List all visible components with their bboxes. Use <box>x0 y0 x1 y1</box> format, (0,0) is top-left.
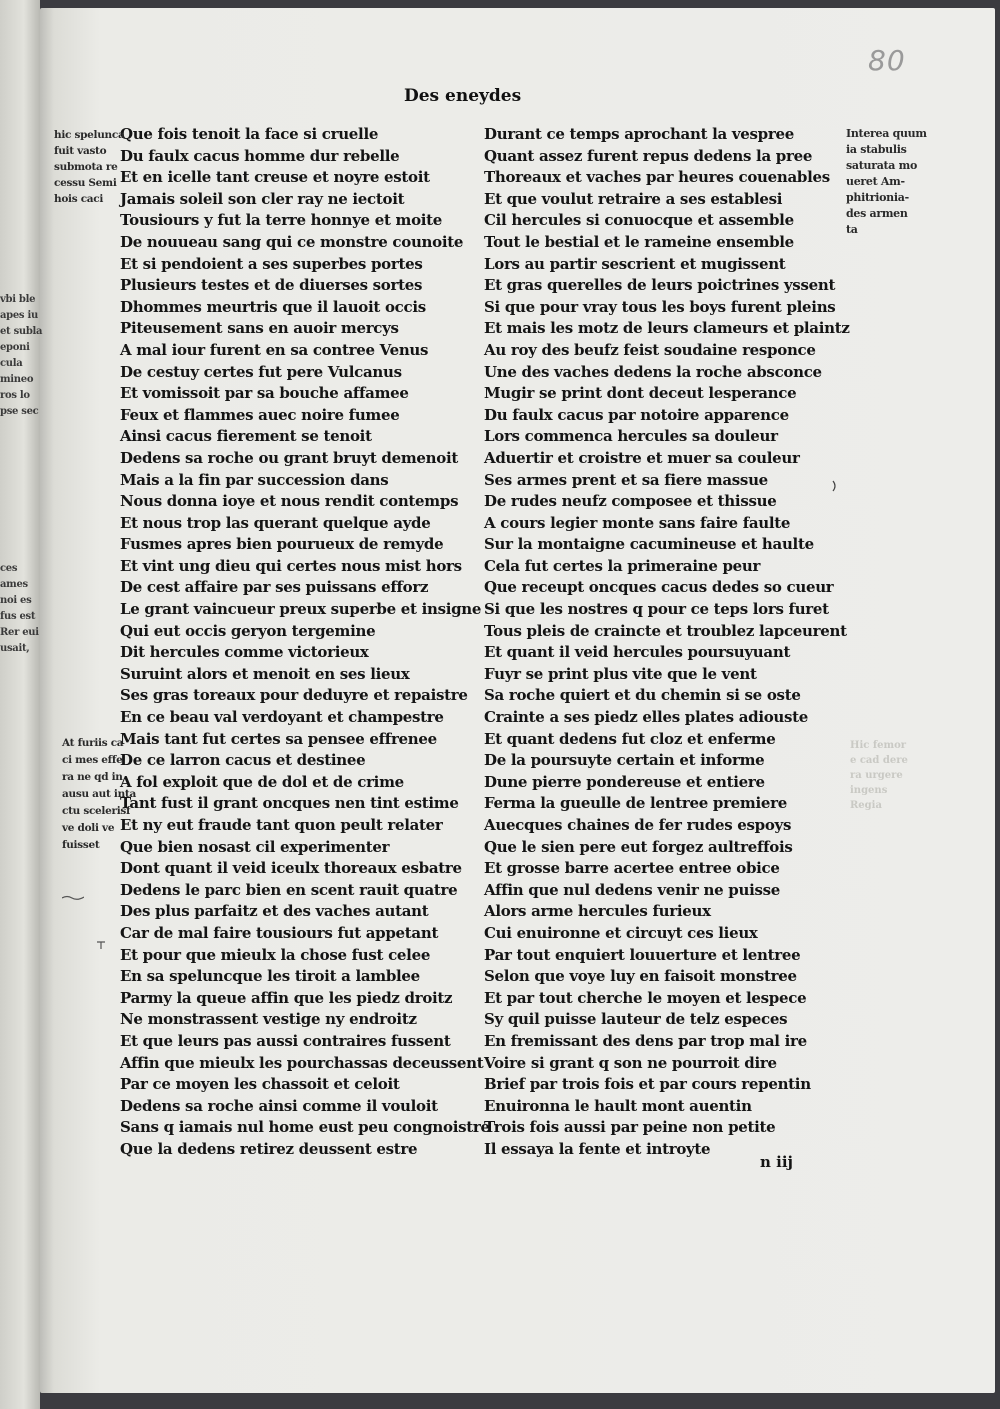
verse-line: En ce beau val verdoyant et champestre <box>120 708 444 727</box>
verse-line: Si que pour vray tous les boys furent pleins <box>484 297 836 316</box>
margin-note-line: phitrionia- <box>846 191 909 204</box>
verse-line: Ses armes prent et sa fiere massue <box>484 470 768 489</box>
margin-note-line: ros lo <box>0 390 30 401</box>
margin-note-line: Regia <box>850 800 882 811</box>
margin-note-line: ueret Am- <box>846 175 905 188</box>
verse-line: Voire si grant q son ne pourroit dire <box>484 1053 777 1072</box>
verse-line: Fuyr se print plus vite que le vent <box>484 664 757 683</box>
verse-line: Et pour que mieulx la chose fust celee <box>120 945 431 964</box>
verse-line: Cil hercules si conuocque et assemble <box>484 211 794 230</box>
verse-line: Par ce moyen les chassoit et celoit <box>120 1075 400 1094</box>
verse-line: Il essaya la fente et introyte <box>484 1139 711 1158</box>
verse-line: De rudes neufz composee et thissue <box>484 492 777 511</box>
margin-note-line: pse sec <box>0 406 39 417</box>
verse-line: De cest affaire par ses puissans efforz <box>120 578 429 597</box>
verse-line: Une des vaches dedens la roche absconce <box>484 362 822 381</box>
margin-note-left-mid <box>62 735 136 854</box>
margin-note-right-top <box>846 126 927 238</box>
verse-line: Tousiours y fut la terre honnye et moite <box>120 211 443 230</box>
verse-line: Mais tant fut certes sa pensee effrenee <box>120 729 437 748</box>
verse-line: Et mais les motz de leurs clameurs et plaintz <box>484 319 850 338</box>
verse-line: Sy quil puisse lauteur de telz especes <box>484 1010 788 1029</box>
margin-note-line: cessu Semi <box>54 177 117 189</box>
margin-note-line: ces <box>0 563 18 574</box>
margin-note-line: submota re <box>54 161 118 173</box>
verse-line: Sur la montaigne cacumineuse et haulte <box>484 535 814 554</box>
verse-line: Piteusement sans en auoir mercys <box>120 319 399 338</box>
verse-line: Mugir se print dont deceut lesperance <box>484 384 797 403</box>
margin-note-line: At furiis ca <box>62 737 124 749</box>
margin-note-line: noi es <box>0 595 32 606</box>
ink-blot-mark <box>96 940 106 950</box>
verse-line: Dont quant il veid iceulx thoreaux esbatre <box>120 859 462 878</box>
verse-line: Mais a la fin par succession dans <box>120 470 389 489</box>
ink-flourish-mark <box>62 895 84 900</box>
verse-line: Qui eut occis geryon tergemine <box>120 621 376 640</box>
verse-line: Sans q iamais nul home eust peu congnoistre <box>120 1118 490 1137</box>
margin-note-line: cula <box>0 358 23 369</box>
margin-note-line: apes iu <box>0 310 38 321</box>
verse-line: A cours legier monte sans faire faulte <box>484 513 791 532</box>
verse-line: Sa roche quiert et du chemin si se oste <box>484 686 801 705</box>
verse-line: Enuironna le hault mont auentin <box>484 1096 752 1115</box>
margin-note-line: mineo <box>0 374 34 385</box>
verse-line: Et par tout cherche le moyen et lespece <box>484 988 807 1007</box>
verse-line: Que receupt oncques cacus dedes so cueur <box>484 578 834 597</box>
quire-signature: n iij <box>760 1153 793 1171</box>
margin-note-line: hois caci <box>54 193 104 205</box>
verse-line: Tous pleis de craincte et troublez lapceurent <box>484 621 847 640</box>
right-text-column <box>484 124 850 1161</box>
verse-line: En fremissant des dens par trop mal ire <box>484 1031 807 1050</box>
verse-line: De nouueau sang qui ce monstre counoite <box>120 232 464 251</box>
verse-line: Auecques chaines de fer rudes espoys <box>484 816 792 834</box>
verse-line: Suruint alors et menoit en ses lieux <box>120 664 410 683</box>
verse-line: Nous donna ioye et nous rendit contemps <box>120 492 459 511</box>
verse-line: Et ny eut fraude tant quon peult relater <box>120 816 443 834</box>
verse-line: Lors au partir sescrient et mugissent <box>484 254 786 273</box>
verse-line: Des plus parfaitz et des vaches autant <box>120 902 429 921</box>
verse-line: Ferma la gueulle de lentree premiere <box>484 794 787 813</box>
verse-line: Plusieurs testes et de diuerses sortes <box>120 276 423 295</box>
verse-line: Ainsi cacus fierement se tenoit <box>120 427 372 446</box>
verse-line: Le grant vaincueur preux superbe et insigne <box>120 600 482 619</box>
verse-line: Et en icelle tant creuse et noyre estoit <box>120 168 430 187</box>
verse-line: Du faulx cacus homme dur rebelle <box>120 146 400 165</box>
margin-note-line: ausu aut inta <box>62 788 136 800</box>
verse-line: Quant assez furent repus dedens la pree <box>484 146 813 165</box>
margin-note-line: ta <box>846 223 858 236</box>
verse-line: Et quant dedens fut cloz et enferme <box>484 729 776 748</box>
verse-line: Trois fois aussi par peine non petite <box>484 1118 776 1137</box>
verse-line: Dhommes meurtris que il lauoit occis <box>120 297 426 316</box>
margin-note-line: ames <box>0 579 28 590</box>
folio-number: 80 <box>868 44 906 77</box>
verse-line: Et nous trop las querant quelque ayde <box>120 513 431 532</box>
margin-note-line: fus est <box>0 611 36 622</box>
verse-line: Dit hercules comme victorieux <box>120 643 369 662</box>
margin-note-line: ia stabulis <box>846 143 907 156</box>
margin-note-line: ci mes effe <box>62 754 123 766</box>
verse-line: Que le sien pere eut forgez aultreffois <box>484 837 793 856</box>
verse-line: Dune pierre pondereuse et entiere <box>484 772 765 791</box>
previous-page-note-a <box>0 292 42 420</box>
verse-line: Durant ce temps aprochant la vespree <box>484 125 794 143</box>
verse-line: Par tout enquiert louuerture et lentree <box>484 945 801 964</box>
margin-note-line: Rer eui <box>0 627 39 638</box>
verse-line: Et quant il veid hercules poursuyuant <box>484 643 791 662</box>
verse-line: Si que les nostres q pour ce teps lors furet <box>484 600 829 619</box>
margin-note-line: fuisset <box>62 839 100 851</box>
verse-line: Fusmes apres bien pourueux de remyde <box>120 535 444 554</box>
verse-line: Et vint ung dieu qui certes nous mist hors <box>120 556 462 575</box>
verse-line: Affin que nul dedens venir ne puisse <box>484 880 781 899</box>
verse-line: Dedens sa roche ainsi comme il vouloit <box>120 1096 438 1115</box>
verse-line: Affin que mieulx les pourchassas deceussent <box>120 1053 484 1072</box>
margin-note-line: saturata mo <box>846 159 918 172</box>
verse-line: Au roy des beufz feist soudaine responce <box>484 340 816 359</box>
verse-line: Et grosse barre acertee entree obice <box>484 859 780 878</box>
verse-line: Dedens le parc bien en scent rauit quatre <box>120 880 458 899</box>
margin-note-line: e cad dere <box>850 755 908 766</box>
verse-line: Et gras querelles de leurs poictrines yssent <box>484 276 836 295</box>
margin-note-line: des armen <box>846 207 908 220</box>
show-through-text <box>850 738 908 813</box>
margin-note-line: Hic femor <box>850 740 907 751</box>
verse-line: Feux et flammes auec noire fumee <box>120 405 400 424</box>
verse-line: Ses gras toreaux pour deduyre et repaistre <box>120 686 468 705</box>
verse-line: Du faulx cacus par notoire apparence <box>484 405 789 424</box>
verse-line: Car de mal faire tousiours fut appetant <box>120 923 439 942</box>
verse-line: Cui enuironne et circuyt ces lieux <box>484 923 758 942</box>
left-text-column <box>120 124 490 1161</box>
verse-line: Et que leurs pas aussi contraires fussent <box>120 1031 451 1050</box>
margin-note-line: ingens <box>850 785 888 796</box>
verse-line: A fol exploit que de dol et de crime <box>120 772 404 791</box>
verse-line: Et que voulut retraire a ses establesi <box>484 189 783 208</box>
margin-note-line: ra urgere <box>850 770 903 781</box>
verse-line: Tout le bestial et le rameine ensemble <box>484 232 794 251</box>
verse-line: Alors arme hercules furieux <box>484 902 711 921</box>
margin-note-line: eponi <box>0 342 30 353</box>
verse-line: Jamais soleil son cler ray ne iectoit <box>120 189 405 208</box>
verse-line: Tant fust il grant oncques nen tint estime <box>120 794 459 813</box>
verse-line: De cestuy certes fut pere Vulcanus <box>120 362 402 381</box>
verse-line: Lors commenca hercules sa douleur <box>484 427 778 446</box>
verse-line: A mal iour furent en sa contree Venus <box>120 340 429 359</box>
margin-note-line: et subla <box>0 326 43 337</box>
previous-page-note-b <box>0 561 39 657</box>
margin-note-line: ctu scelerisf <box>62 805 131 817</box>
verse-line: Thoreaux et vaches par heures couenables <box>484 168 830 187</box>
margin-note-line: ra ne qd in <box>62 771 123 783</box>
running-header: Des eneydes <box>404 86 522 106</box>
margin-note-left-top <box>54 127 124 207</box>
verse-line: Parmy la queue affin que les piedz droitz <box>120 988 453 1007</box>
margin-note-line: ve doli ve <box>62 822 115 834</box>
verse-line: Que fois tenoit la face si cruelle <box>120 125 379 143</box>
verse-line: Ne monstrassent vestige ny endroitz <box>120 1010 417 1029</box>
verse-line: Crainte a ses piedz elles plates adiouste <box>484 708 809 727</box>
verse-line: Dedens sa roche ou grant bruyt demenoit <box>120 448 459 467</box>
margin-note-line: hic spelunca <box>54 129 125 141</box>
previous-page-edge <box>0 0 43 1409</box>
verse-line: Selon que voye luy en faisoit monstree <box>484 967 797 986</box>
verse-line: Aduertir et croistre et muer sa couleur <box>484 448 800 467</box>
margin-note-line: usait, <box>0 643 30 654</box>
verse-line: De la poursuyte certain et informe <box>484 751 765 770</box>
verse-line: Que la dedens retirez deussent estre <box>120 1139 418 1158</box>
margin-note-line: fuit vasto <box>54 145 107 157</box>
verse-line: Brief par trois fois et par cours repentin <box>484 1075 811 1094</box>
verse-line: En sa speluncque les tiroit a lamblee <box>120 967 420 986</box>
verse-line: Cela fut certes la primeraine peur <box>484 556 761 575</box>
verse-line: Que bien nosast cil experimenter <box>120 837 390 856</box>
margin-note-line: vbi ble <box>0 294 36 305</box>
margin-note-line: Interea quum <box>846 127 927 140</box>
verse-line: Et vomissoit par sa bouche affamee <box>120 384 409 403</box>
verse-line: Et si pendoient a ses superbes portes <box>120 254 423 273</box>
verse-line: De ce larron cacus et destinee <box>120 751 366 770</box>
ink-tick-mark <box>832 480 838 492</box>
